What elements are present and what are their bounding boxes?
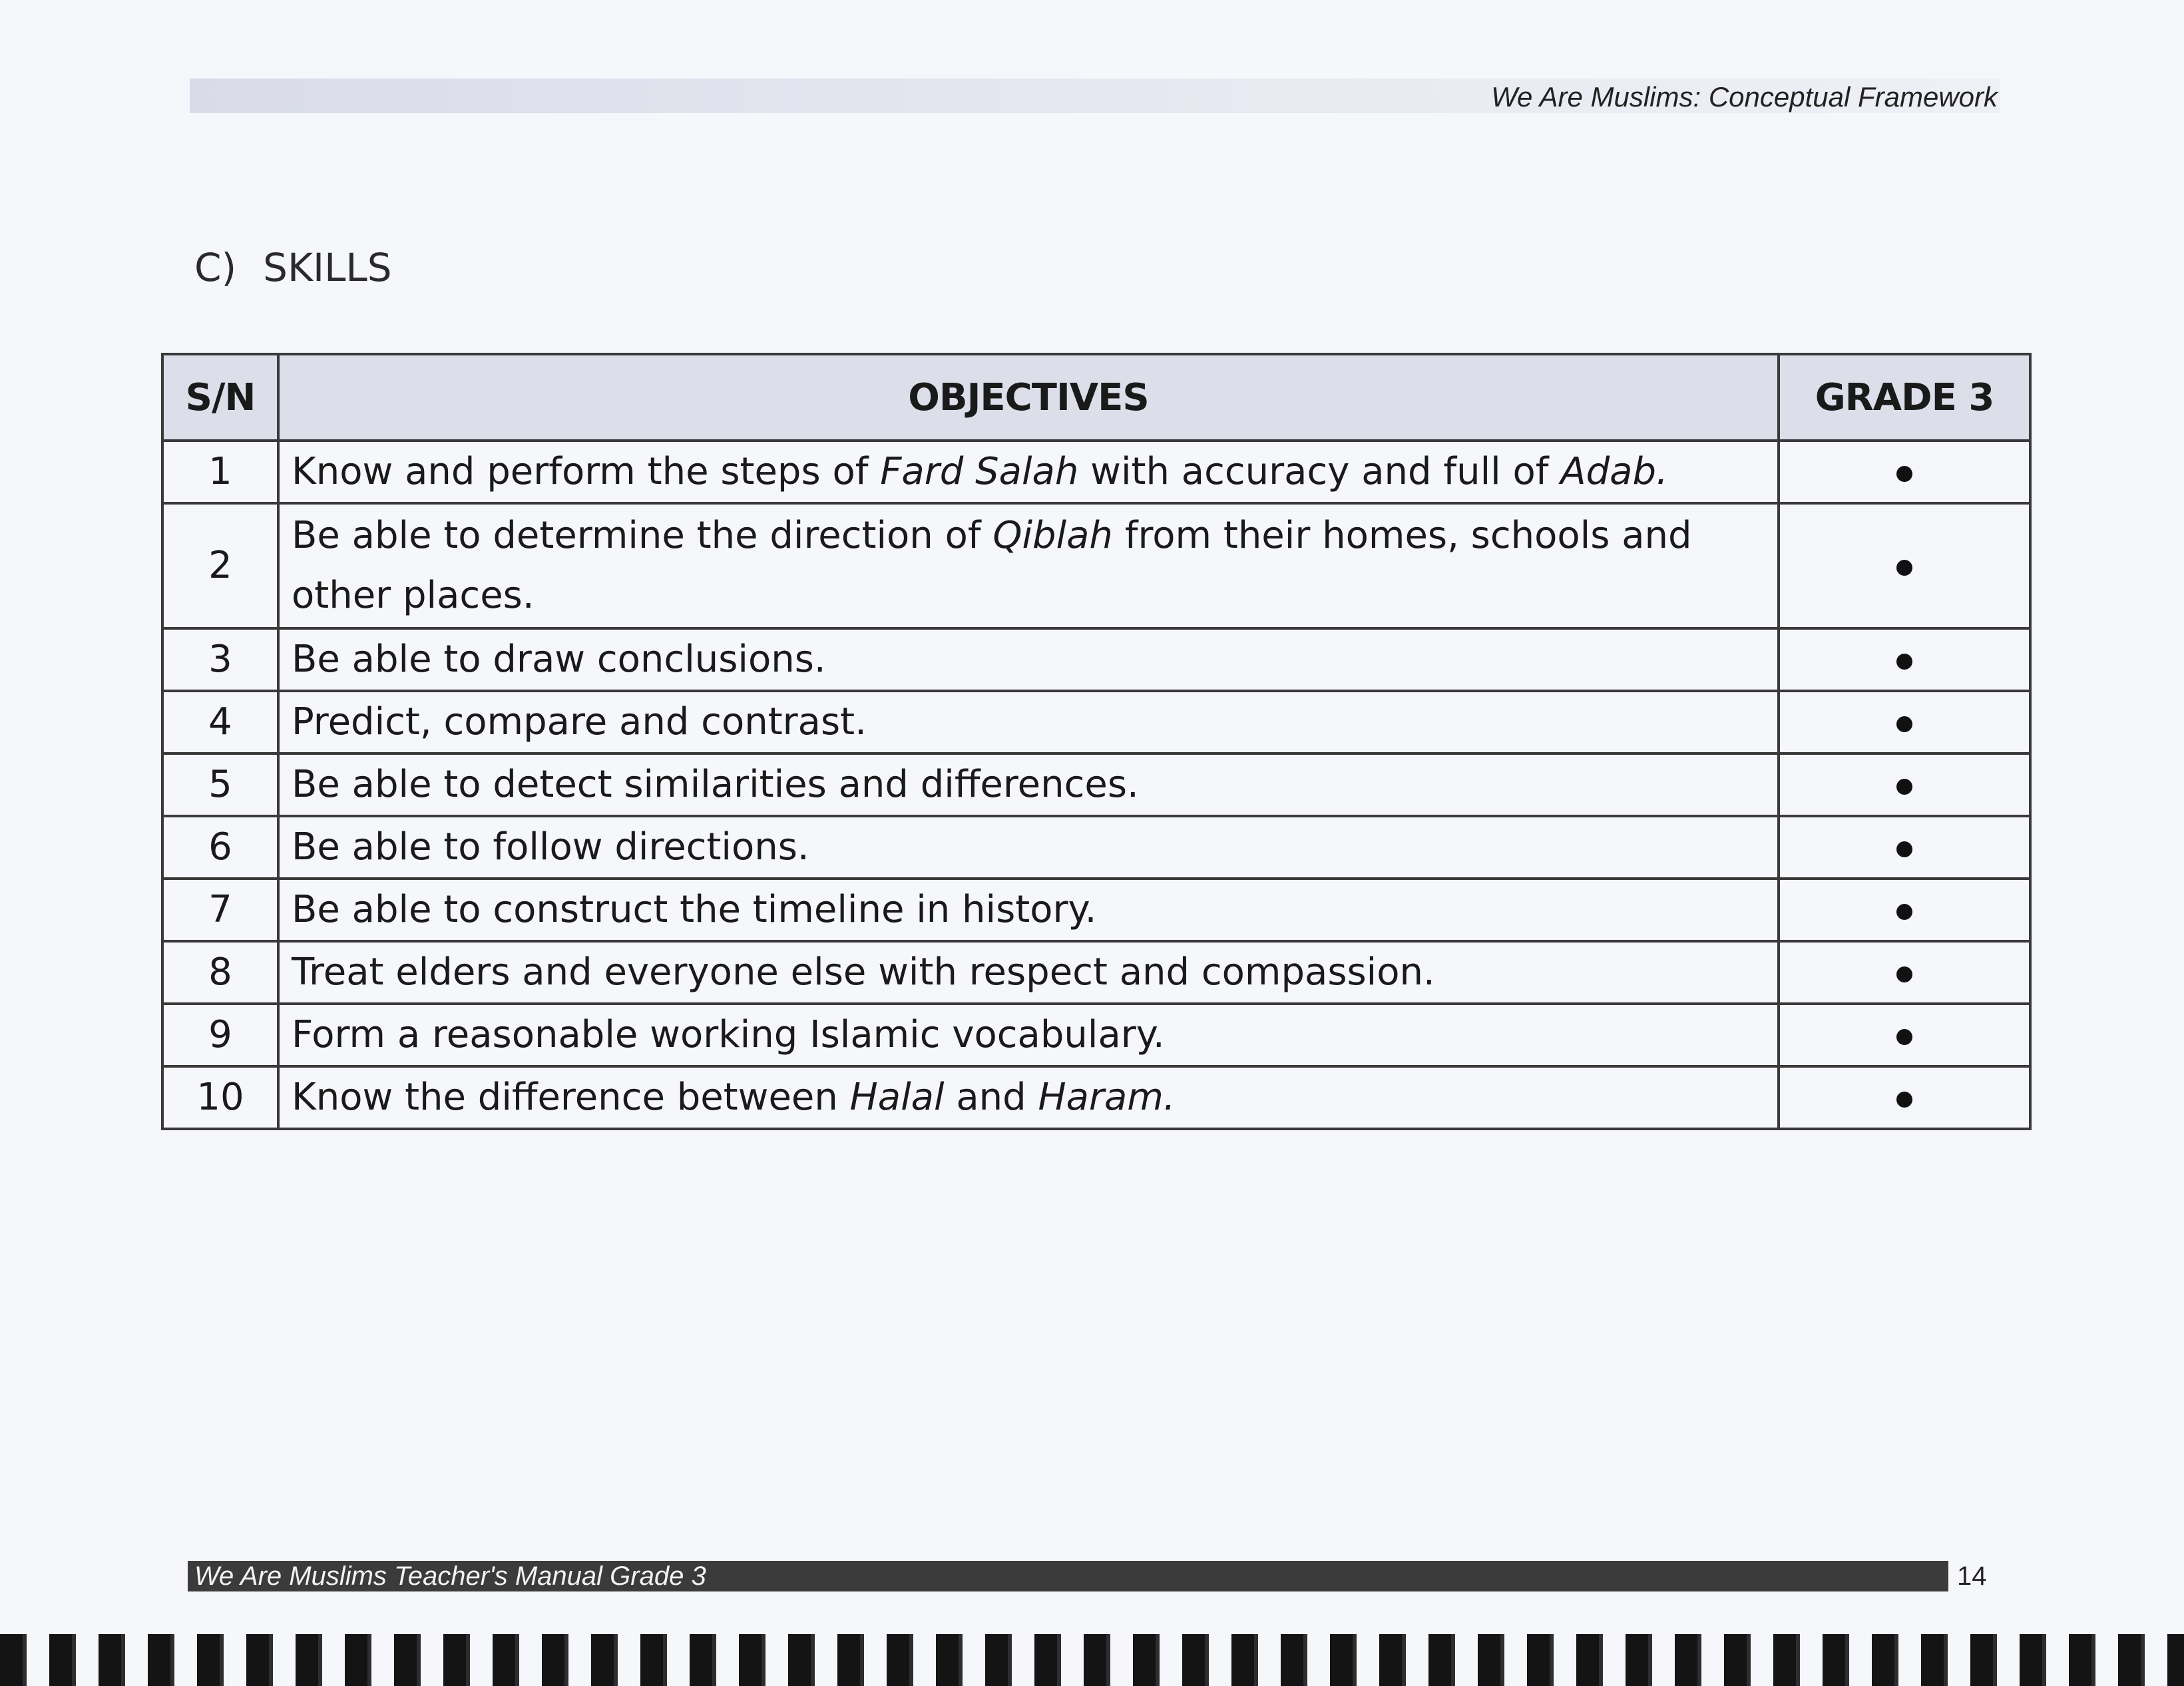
table-row (162, 879, 2030, 941)
objective-text: from their homes, schools and other places. (292, 514, 1704, 617)
row-serial-number: 5 (162, 753, 278, 816)
bullet-icon (1896, 466, 1912, 482)
objective-italic-term: Fard Salah (880, 450, 1079, 493)
row-objective (278, 628, 1779, 691)
section-letter: C) (194, 245, 237, 290)
objective-text: Be able to construct the timeline in history. (292, 888, 1097, 931)
row-serial-number: 9 (162, 1004, 278, 1066)
row-grade-3-marker (1779, 1004, 2030, 1066)
spiral-binding (0, 1634, 2184, 1686)
objective-text: Be able to detect similarities and differences. (292, 763, 1139, 806)
row-objective (278, 879, 1779, 941)
table-row (162, 503, 2030, 628)
objective-text: Treat elders and everyone else with respect and compassion. (292, 950, 1435, 994)
bullet-icon (1896, 654, 1912, 670)
table-header-row (162, 354, 2030, 441)
table-row (162, 441, 2030, 503)
objective-italic-term: Qiblah (992, 514, 1113, 557)
table-row (162, 816, 2030, 879)
objective-text: and (944, 1076, 1038, 1119)
bullet-icon (1896, 1092, 1912, 1108)
row-grade-3-marker (1779, 441, 2030, 503)
running-header-title: We Are Muslims: Conceptual Framework (1491, 81, 1998, 112)
skills-table (161, 353, 2032, 1130)
row-grade-3-marker (1779, 691, 2030, 753)
objective-text: Be able to draw conclusions. (292, 638, 826, 681)
table-row (162, 1066, 2030, 1129)
objective-text: Predict, compare and contrast. (292, 700, 867, 743)
row-serial-number: 10 (162, 1066, 278, 1129)
objective-italic-term: Adab. (1560, 450, 1668, 493)
row-serial-number: 2 (162, 503, 278, 628)
bullet-icon (1896, 716, 1912, 732)
skills-table-body (162, 441, 2030, 1129)
row-serial-number: 8 (162, 941, 278, 1004)
row-objective (278, 941, 1779, 1004)
row-serial-number: 7 (162, 879, 278, 941)
row-objective (278, 691, 1779, 753)
objective-italic-term: Halal (849, 1076, 945, 1119)
table-row (162, 691, 2030, 753)
row-grade-3-marker (1779, 1066, 2030, 1129)
objective-italic-term: Haram. (1038, 1076, 1176, 1119)
footer-title: We Are Muslims Teacher's Manual Grade 3 (194, 1562, 706, 1591)
row-grade-3-marker (1779, 879, 2030, 941)
column-header-sn: S/N (162, 354, 278, 441)
row-grade-3-marker (1779, 941, 2030, 1004)
row-objective (278, 503, 1779, 628)
row-objective (278, 441, 1779, 503)
row-objective (278, 816, 1779, 879)
row-grade-3-marker (1779, 628, 2030, 691)
row-objective (278, 753, 1779, 816)
row-serial-number: 3 (162, 628, 278, 691)
bullet-icon (1896, 560, 1912, 576)
objective-text: Be able to determine the direction of (292, 514, 993, 557)
objective-text: Be able to follow directions. (292, 825, 809, 869)
objective-text: Know the difference between (292, 1076, 850, 1119)
row-grade-3-marker (1779, 753, 2030, 816)
table-row (162, 628, 2030, 691)
objective-text: Form a reasonable working Islamic vocabulary. (292, 1013, 1165, 1056)
bullet-icon (1896, 1029, 1912, 1045)
table-row (162, 1004, 2030, 1066)
bullet-icon (1896, 779, 1912, 795)
row-serial-number: 1 (162, 441, 278, 503)
page-number: 14 (1957, 1562, 1987, 1591)
objective-text: with accuracy and full of (1078, 450, 1561, 493)
row-grade-3-marker (1779, 816, 2030, 879)
bullet-icon (1896, 966, 1912, 982)
section-heading (194, 245, 392, 290)
objective-text: Know and perform the steps of (292, 450, 881, 493)
table-row (162, 753, 2030, 816)
row-objective (278, 1004, 1779, 1066)
bullet-icon (1896, 904, 1912, 920)
section-title: SKILLS (263, 245, 392, 290)
column-header-objectives: OBJECTIVES (278, 354, 1779, 441)
row-grade-3-marker (1779, 503, 2030, 628)
bullet-icon (1896, 841, 1912, 857)
row-serial-number: 4 (162, 691, 278, 753)
row-serial-number: 6 (162, 816, 278, 879)
row-objective (278, 1066, 1779, 1129)
column-header-grade-3: GRADE 3 (1779, 354, 2030, 441)
table-row (162, 941, 2030, 1004)
